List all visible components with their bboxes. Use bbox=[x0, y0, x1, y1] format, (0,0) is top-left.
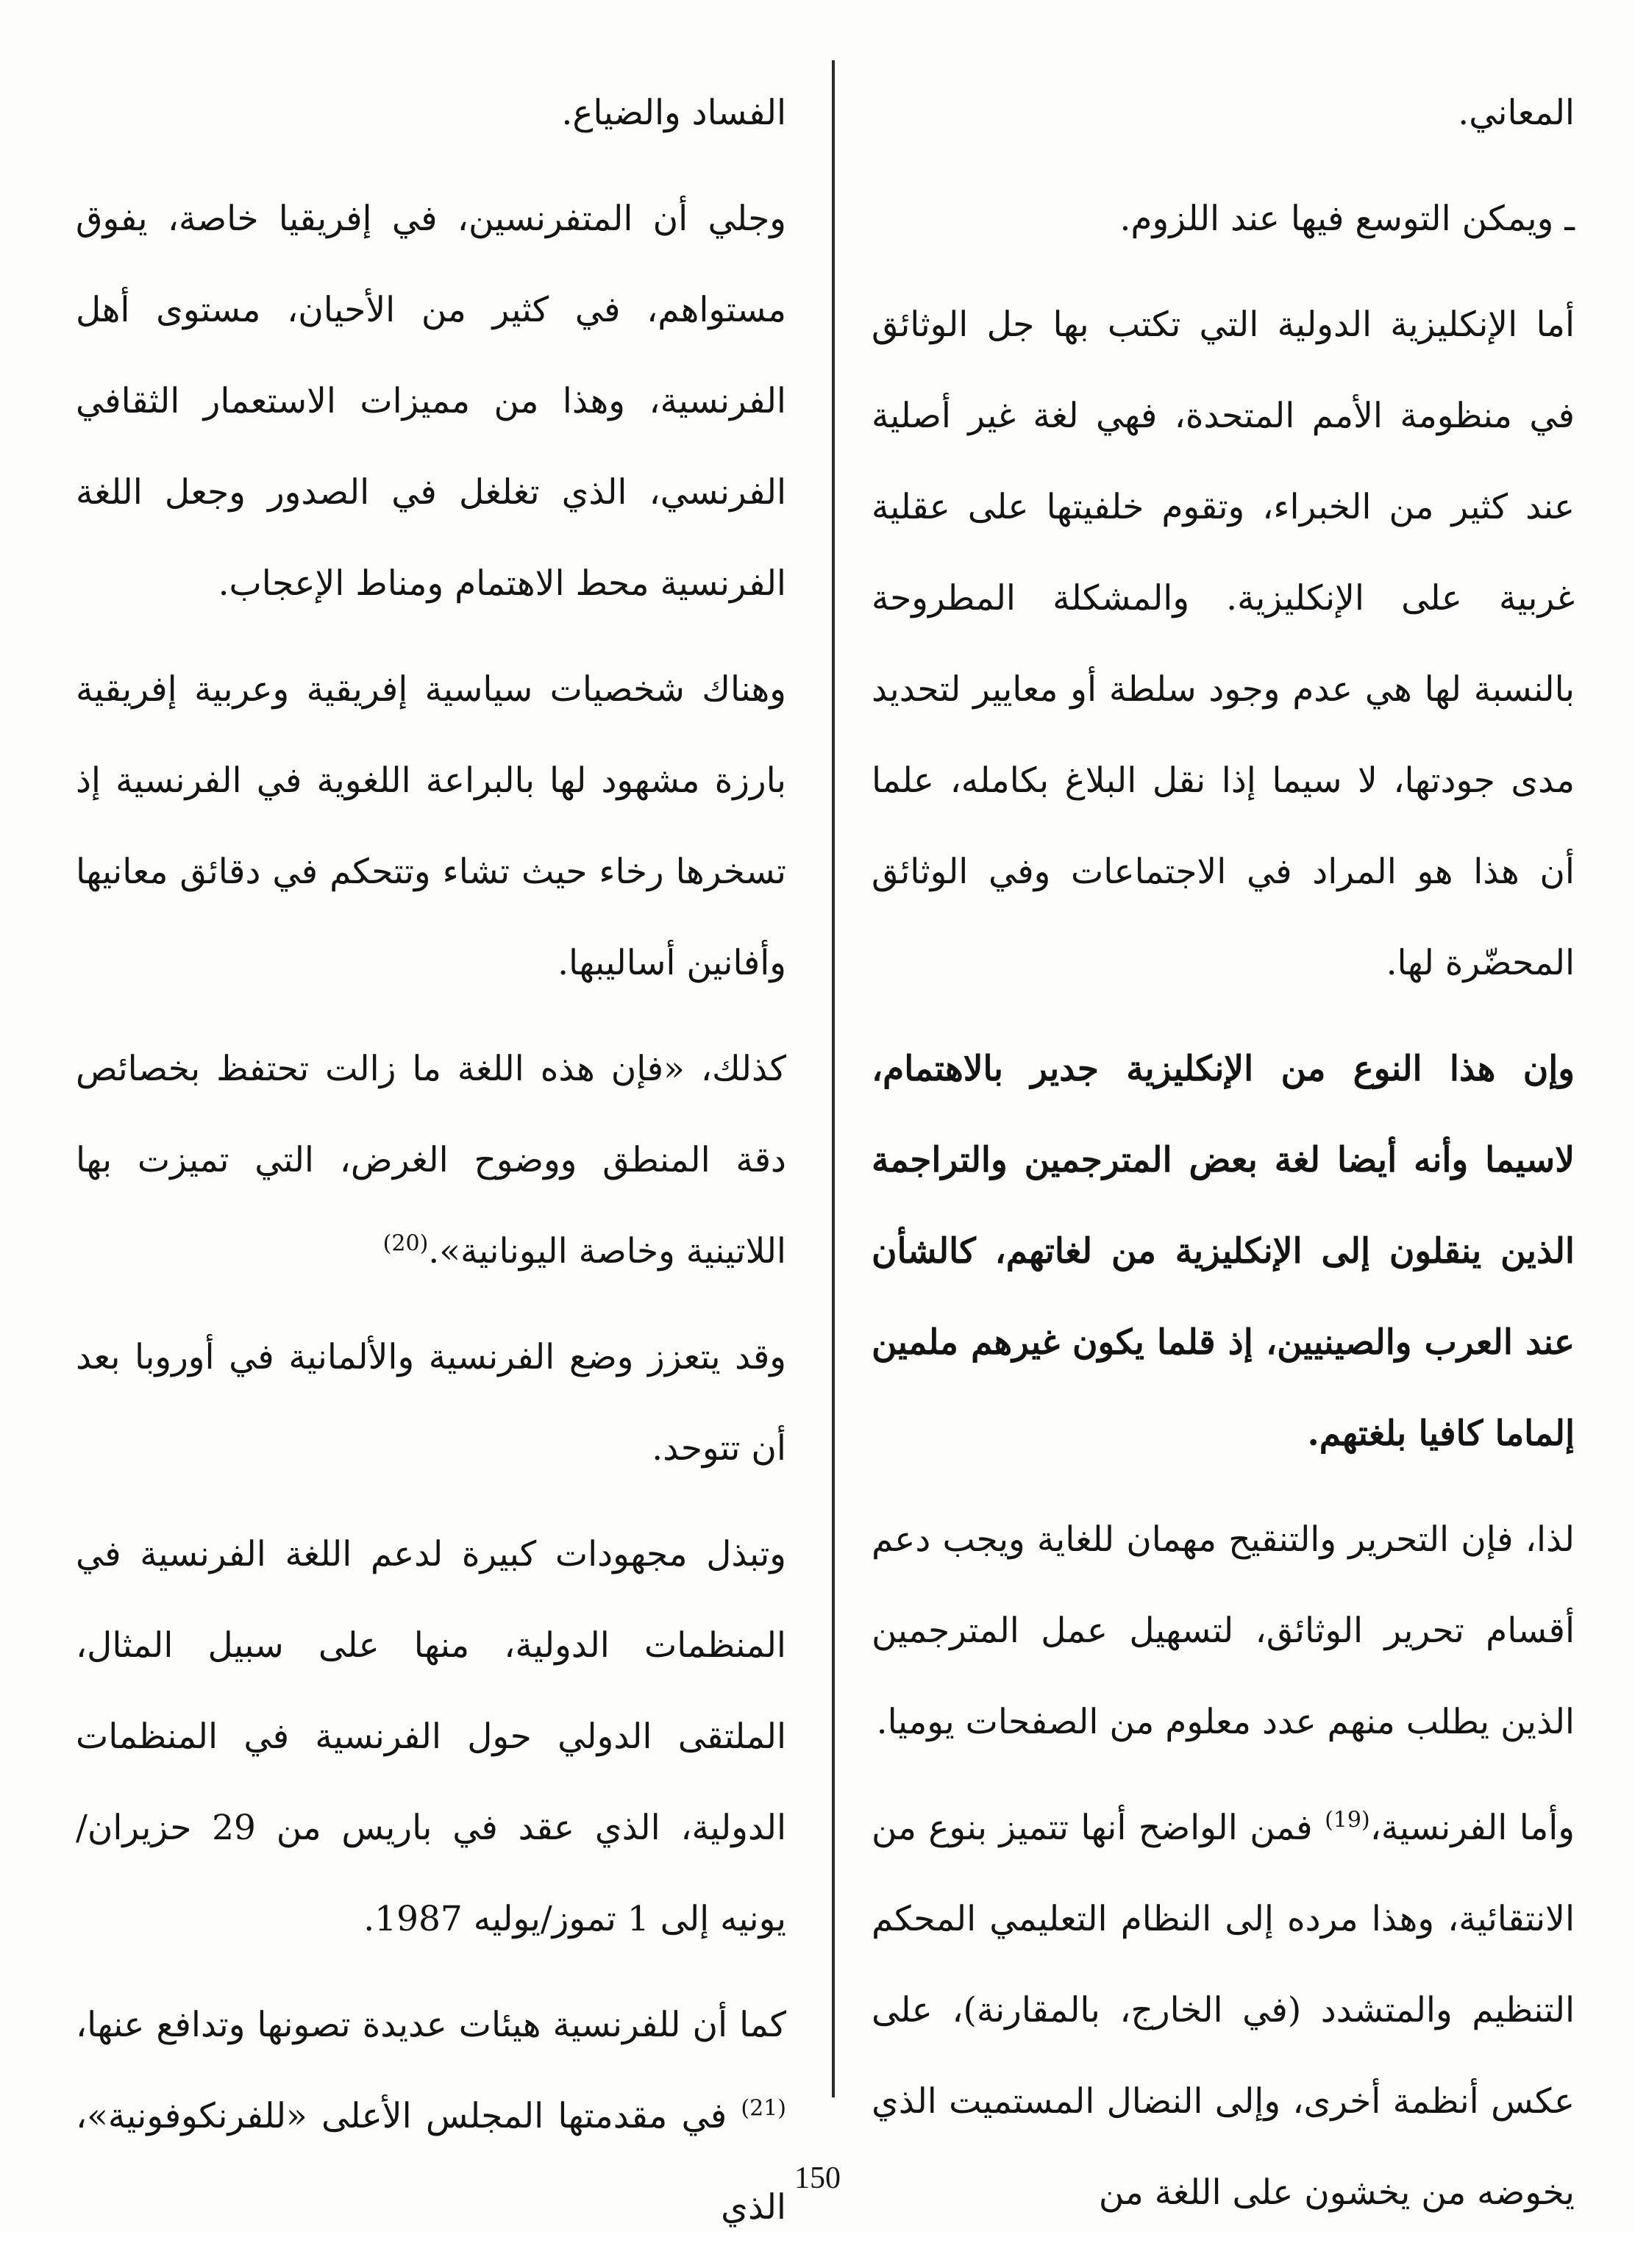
paragraph: المعاني. bbox=[1458, 93, 1575, 133]
paragraph-text: في مقدمتها المجلس الأعلى «للفرنكوفونية»، الذي bbox=[76, 2096, 786, 2228]
paragraph-text: كما أن للفرنسية هيئات عديدة تصونها وتدافع عنها، bbox=[76, 2005, 786, 2045]
paragraph: الفساد والضياع. bbox=[561, 93, 786, 133]
paragraph: وتبذل مجهودات كبيرة لدعم اللغة الفرنسية في المنظمات الدولية، منها على سبيل المثال، الملتقى الدولي حول الفرنسية في المنظمات الدولية، الذي عقد في باريس من 29 حزيران/يونيه إلى 1 تموز/يوليه 1987. bbox=[76, 1534, 786, 1939]
paragraph: ـ ويمكن التوسع فيها عند اللزوم. bbox=[1119, 199, 1575, 239]
right-column bbox=[872, 68, 1575, 2253]
page-number: 150 bbox=[794, 2161, 841, 2195]
paragraph bbox=[76, 1024, 786, 1297]
paragraph-text: فمن الواضح أنها تتميز بنوع من الانتقائية، وهذا مرده إلى النظام التعليمي المحكم التنظيم والمتشدد (في الخارج، بالمقارنة)، على عكس أنظمة أخرى، وإلى النضال المستميت الذي يخوضه من يخشون على اللغة من bbox=[872, 1808, 1575, 2213]
paragraph: وهناك شخصيات سياسية إفريقية وعربية إفريقية بارزة مشهود لها بالبراعة اللغوية في الفرنسية إذ تسخرها رخاء حيث تشاء وتتحكم في دقائق معانيها وأفانين أساليبها. bbox=[76, 669, 786, 983]
paragraph-text: كذلك، «فإن هذه اللغة ما زالت تحتفظ بخصائص دقة المنطق ووضوح الغرض، التي تميزت بها اللاتينية وخاصة اليونانية». bbox=[76, 1049, 786, 1272]
footnote-ref-19: (19) bbox=[1325, 1807, 1370, 1833]
paragraph-bold: وإن هذا النوع من الإنكليزية جدير بالاهتمام، لاسيما وأنه أيضا لغة بعض المترجمين والتراجمة الذين ينقلون إلى الإنكليزية من لغاتهم، كالشأن عند العرب والصينيين، إذ قلما يكون غيرهم ملمين إلماما كافيا بلغتهم. bbox=[872, 1049, 1575, 1454]
paragraph: لذا، فإن التحرير والتنقيح مهمان للغاية ويجب دعم أقسام تحرير الوثائق، لتسهيل عمل المترجمين الذين يطلب منهم عدد معلوم من الصفحات يوميا. bbox=[872, 1519, 1575, 1742]
column-divider bbox=[832, 60, 835, 2097]
paragraph bbox=[76, 1980, 786, 2253]
left-column bbox=[76, 68, 786, 2268]
paragraph: أما الإنكليزية الدولية التي تكتب بها جل الوثائق في منظومة الأمم المتحدة، فهي لغة غير أصلية عند كثير من الخبراء، وتقوم خلفيتها على عقلية غربية على الإنكليزية. والمشكلة المطروحة بالنسبة لها هي عدم وجود سلطة أو معايير لتحديد مدى جودتها، لا سيما إذا نقل البلاغ بكامله، علما أن هذا هو المراد في الاجتماعات وفي الوثائق المحضّرة لها. bbox=[872, 304, 1575, 983]
paragraph: وجلي أن المتفرنسين، في إفريقيا خاصة، يفوق مستواهم، في كثير من الأحيان، مستوى أهل الفرنسية، وهذا من مميزات الاستعمار الثقافي الفرنسي، الذي تغلغل في الصدور وجعل اللغة الفرنسية محط الاهتمام ومناط الإعجاب. bbox=[76, 199, 786, 604]
footnote-ref-21: (21) bbox=[741, 2095, 786, 2122]
paragraph: وقد يتعزز وضع الفرنسية والألمانية في أوروبا بعد أن تتوحد. bbox=[76, 1337, 786, 1469]
footnote-ref-20: (20) bbox=[382, 1230, 429, 1257]
paragraph-text: وأما الفرنسية، bbox=[1369, 1808, 1575, 1848]
